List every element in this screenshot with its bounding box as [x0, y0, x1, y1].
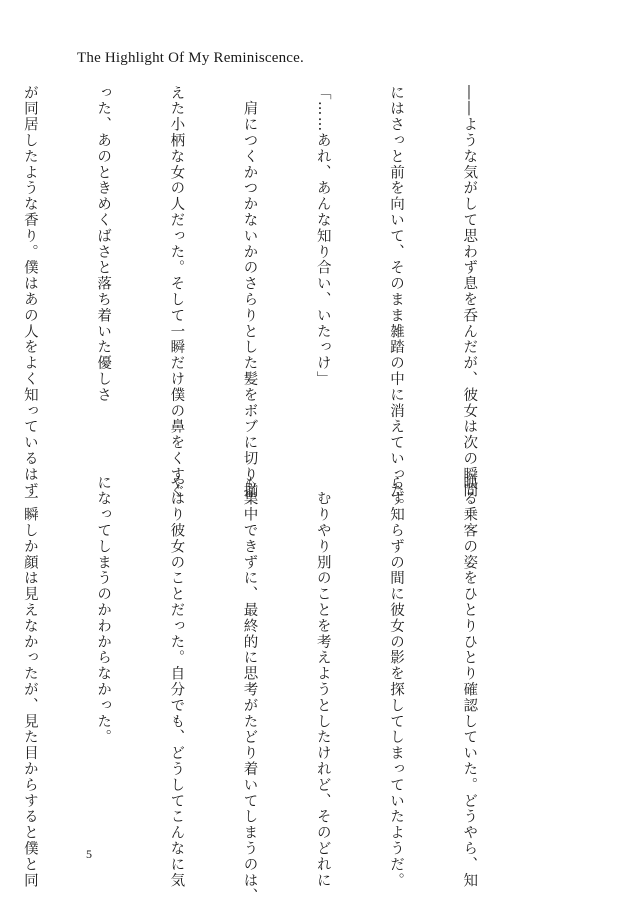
page-number: 5: [86, 847, 92, 861]
text-line: 「……あれ、あんな知り合い、いたっけ」: [314, 85, 331, 388]
text-line: 一瞬しか顔は見えなかったが、見た目からすると僕と同: [21, 475, 38, 889]
text-line: ――ような気がして思わず息を呑んだが、彼女は次の瞬間: [461, 85, 478, 499]
text-line: った、あのときめくばさと落ち着いた優しさ: [95, 85, 112, 403]
text-line: やはり彼女のことだった。自分でも、どうしてこんなに気: [168, 475, 185, 889]
text-line: えた小柄な女の人だった。そして一瞬だけ僕の鼻をくすぐ: [168, 85, 185, 499]
text-line: 肩につくかつかないかのさらりとした髪をボブに切り揃: [241, 85, 258, 499]
running-head: The Highlight Of My Reminiscence.: [77, 50, 304, 66]
bottom-text-block: [21, 475, 530, 904]
text-line: 映る乗客の姿をひとりひとり確認していた。どうやら、知: [461, 475, 478, 889]
text-line: になってしまうのかわからなかった。: [95, 475, 112, 746]
text-line: も集中できずに、最終的に思考がたどり着いてしまうのは、: [241, 475, 258, 904]
text-line: にはさっと前を向いて、そのまま雑踏の中に消えていった。: [387, 85, 404, 515]
text-line: が同居したような香り。僕はあの人をよく知っているはず: [21, 85, 38, 499]
text-line: らず知らずの間に彼女の影を探してしまっていたようだ。: [387, 475, 404, 889]
text-line: むりやり別のことを考えようとしたけれど、そのどれに: [314, 475, 331, 889]
top-text-block: [21, 85, 530, 515]
